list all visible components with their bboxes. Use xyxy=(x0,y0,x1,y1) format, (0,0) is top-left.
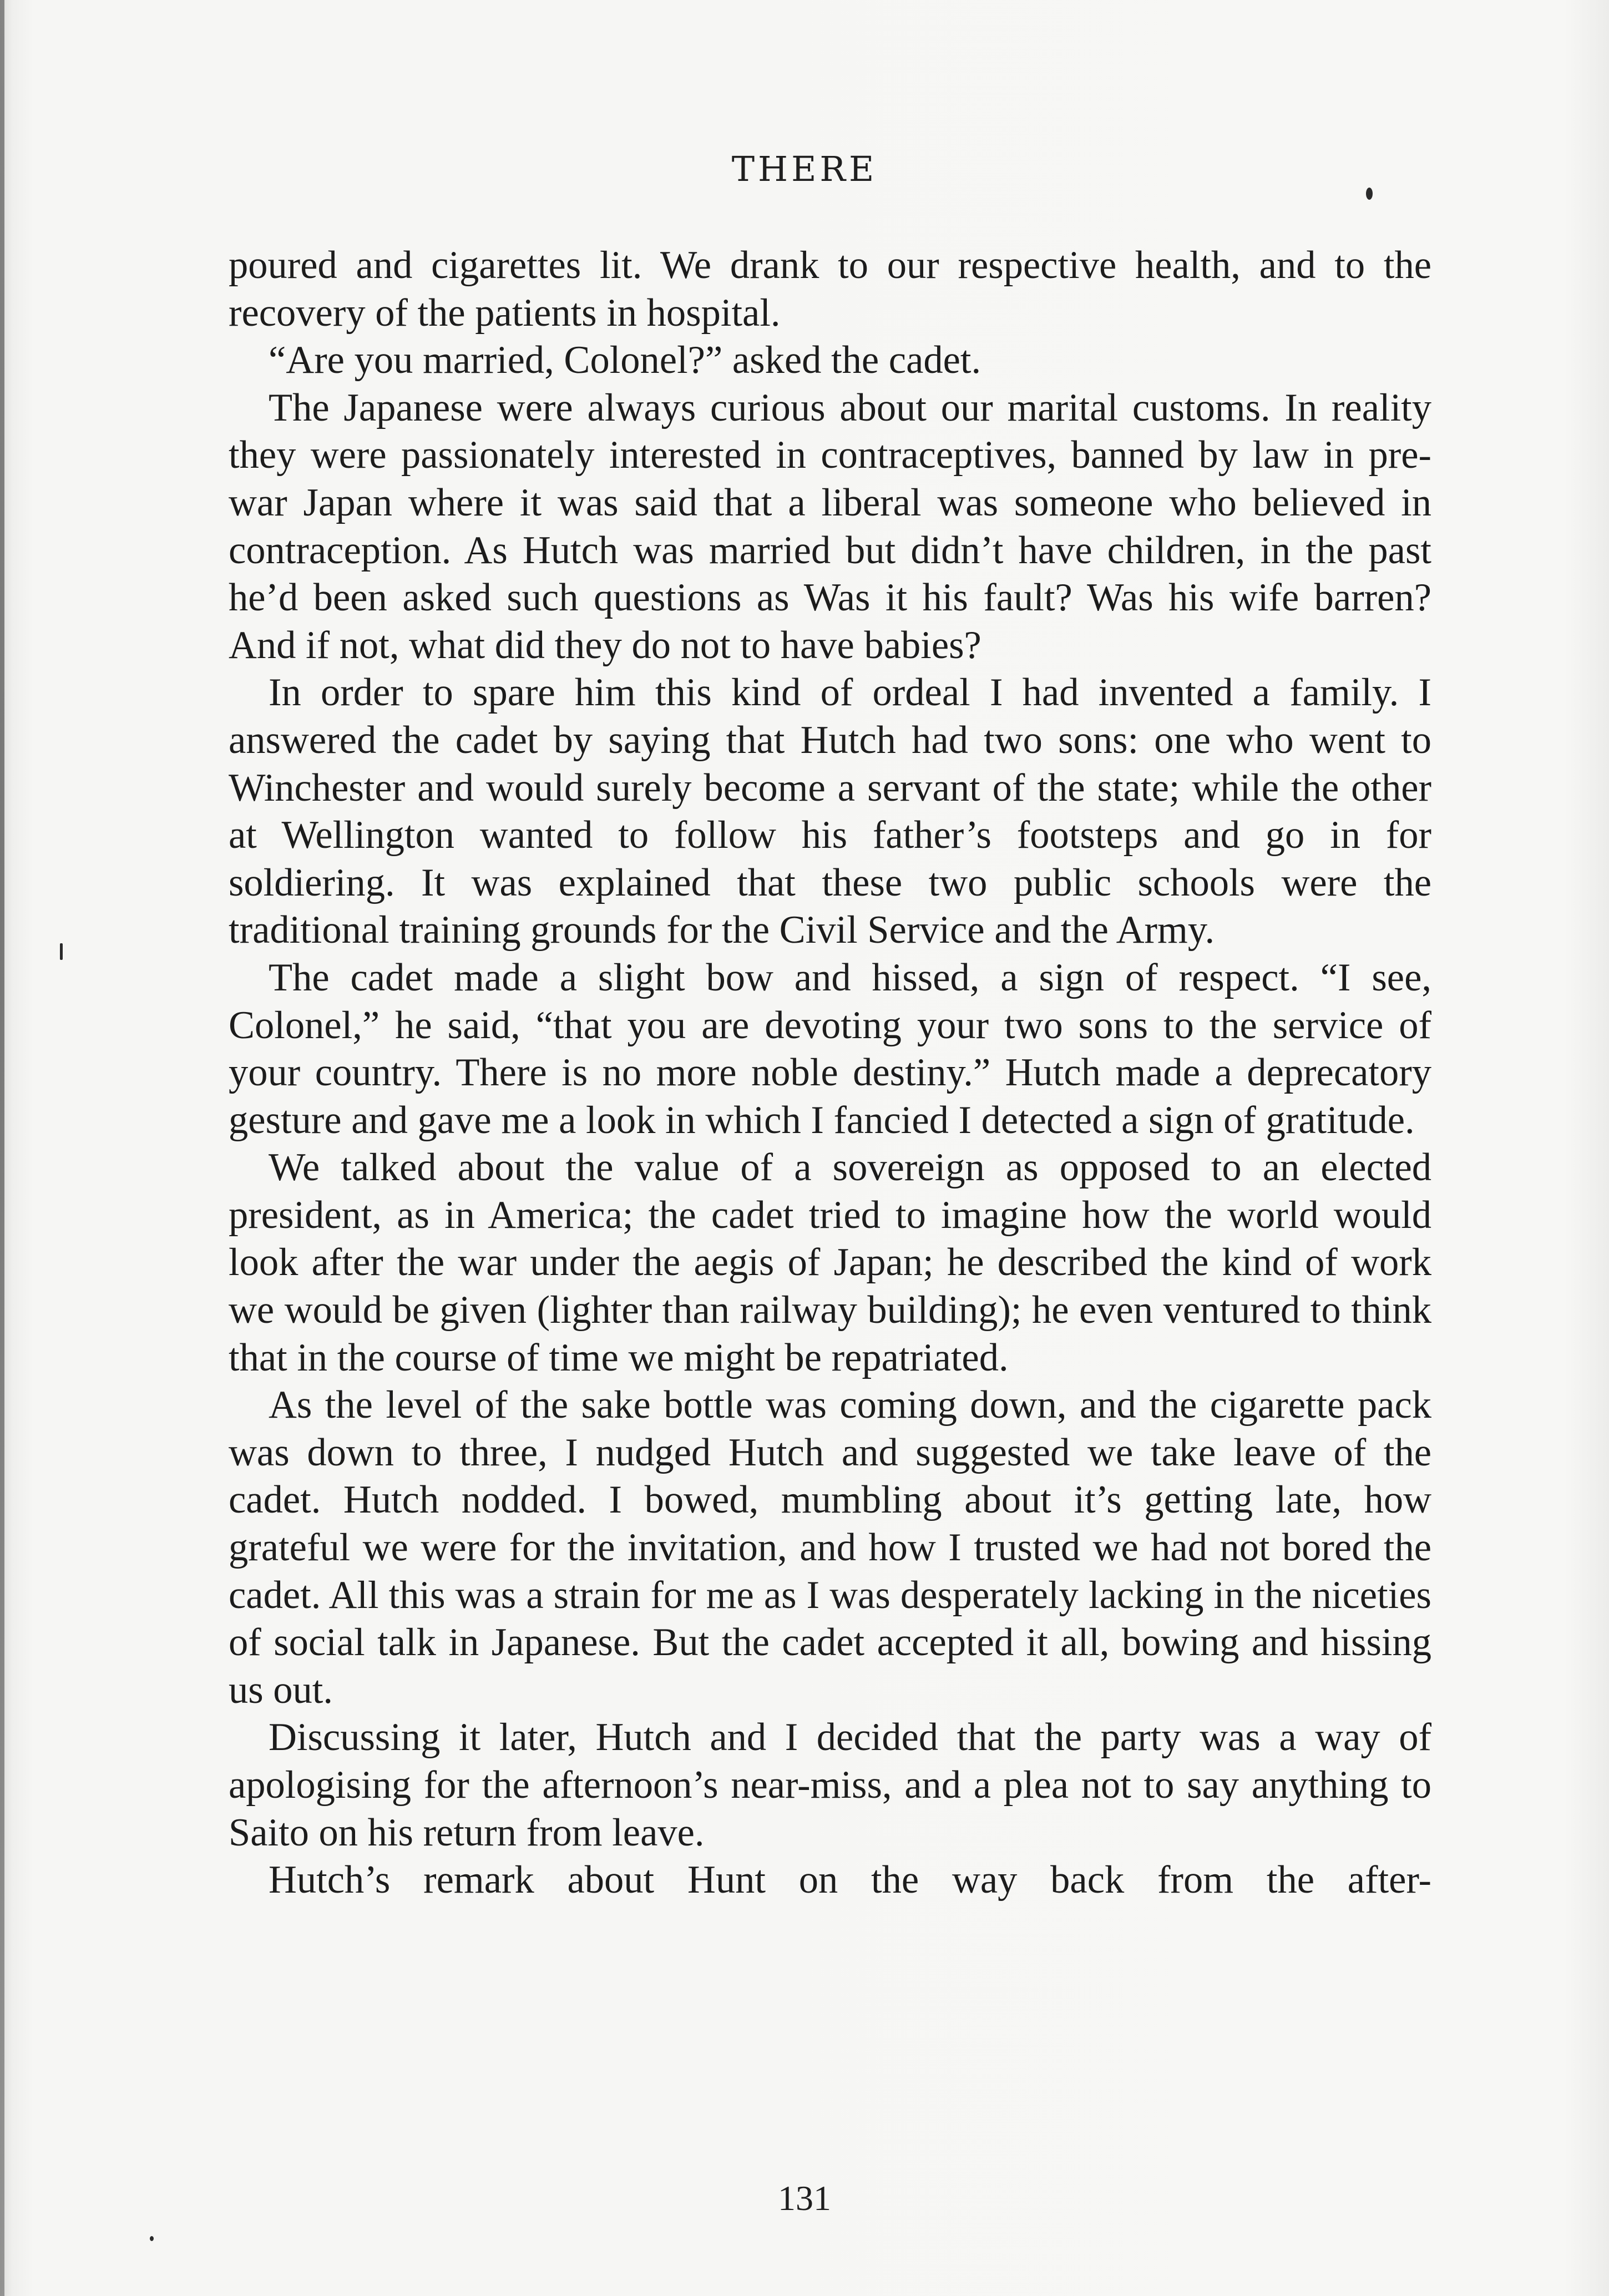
running-head: THERE xyxy=(731,149,878,189)
paragraph: The Japanese were always curious about our marital customs. In reality they were passionately interested in contraceptives, banned by law in pre-war Japan where it was said that a liberal was someone who believed in contraception. As Hutch was married but didn’t have children, in the past he’d been asked such questions as Was it his fault? Was his wife barren? And if not, what did they do not to have babies? xyxy=(229,386,1431,667)
paragraph: poured and cigarettes lit. We drank to our respective health, and to the recovery of the patients in hospital. xyxy=(229,244,1431,335)
page-number: 131 xyxy=(778,2178,831,2218)
body-text xyxy=(229,242,1431,1904)
paragraph: In order to spare him this kind of ordeal I had invented a family. I answered the cadet by saying that Hutch had two sons: one who went to Winchester and would surely become a servant of the state; while the other at Wellington wanted to follow his father’s footsteps and go in for soldiering. It was explained that these two public schools were the traditional training grounds for the Civil Service and the Army. xyxy=(229,671,1431,952)
paragraph: As the level of the sake bottle was coming down, and the cigarette pack was down to three, I nudged Hutch and suggested we take leave of the cadet. Hutch nodded. I bowed, mumbling about it’s getting late, how grateful we were for the invitation, and how I trusted we had not bored the cadet. All this was a strain for me as I was desperately lacking in the niceties of social talk in Japanese. But the cadet accepted it all, bowing and hissing us out. xyxy=(229,1383,1431,1712)
paragraph: The cadet made a slight bow and hissed, a sign of respect. “I see, Colonel,” he said, “that you are devoting your two sons to the service of your country. There is no more noble destiny.” Hutch made a deprecatory gesture and gave me a look in which I fancied I detected a sign of gratitude. xyxy=(229,955,1431,1142)
ink-speck xyxy=(1366,188,1373,200)
ink-speck xyxy=(150,2236,154,2241)
paragraph: Discussing it later, Hutch and I decided that the party was a way of apologising for the afternoon’s near-miss, and a plea not to say anything to Saito on his return from leave. xyxy=(229,1716,1431,1854)
paragraph-continues: Hutch’s remark about Hunt on the way back from the after- xyxy=(269,1858,1431,1902)
paragraph: “Are you married, Colonel?” asked the cadet. xyxy=(269,338,981,382)
ink-speck xyxy=(60,943,63,960)
paragraph: We talked about the value of a sovereign as opposed to an elected president, as in America; the cadet tried to imagine how the world would look after the war under the aegis of Japan; he described the kind of work we would be given (lighter than railway building); he even ventured to think that in the course of time we might be repatriated. xyxy=(229,1146,1431,1379)
page-spine-edge xyxy=(0,0,4,2296)
